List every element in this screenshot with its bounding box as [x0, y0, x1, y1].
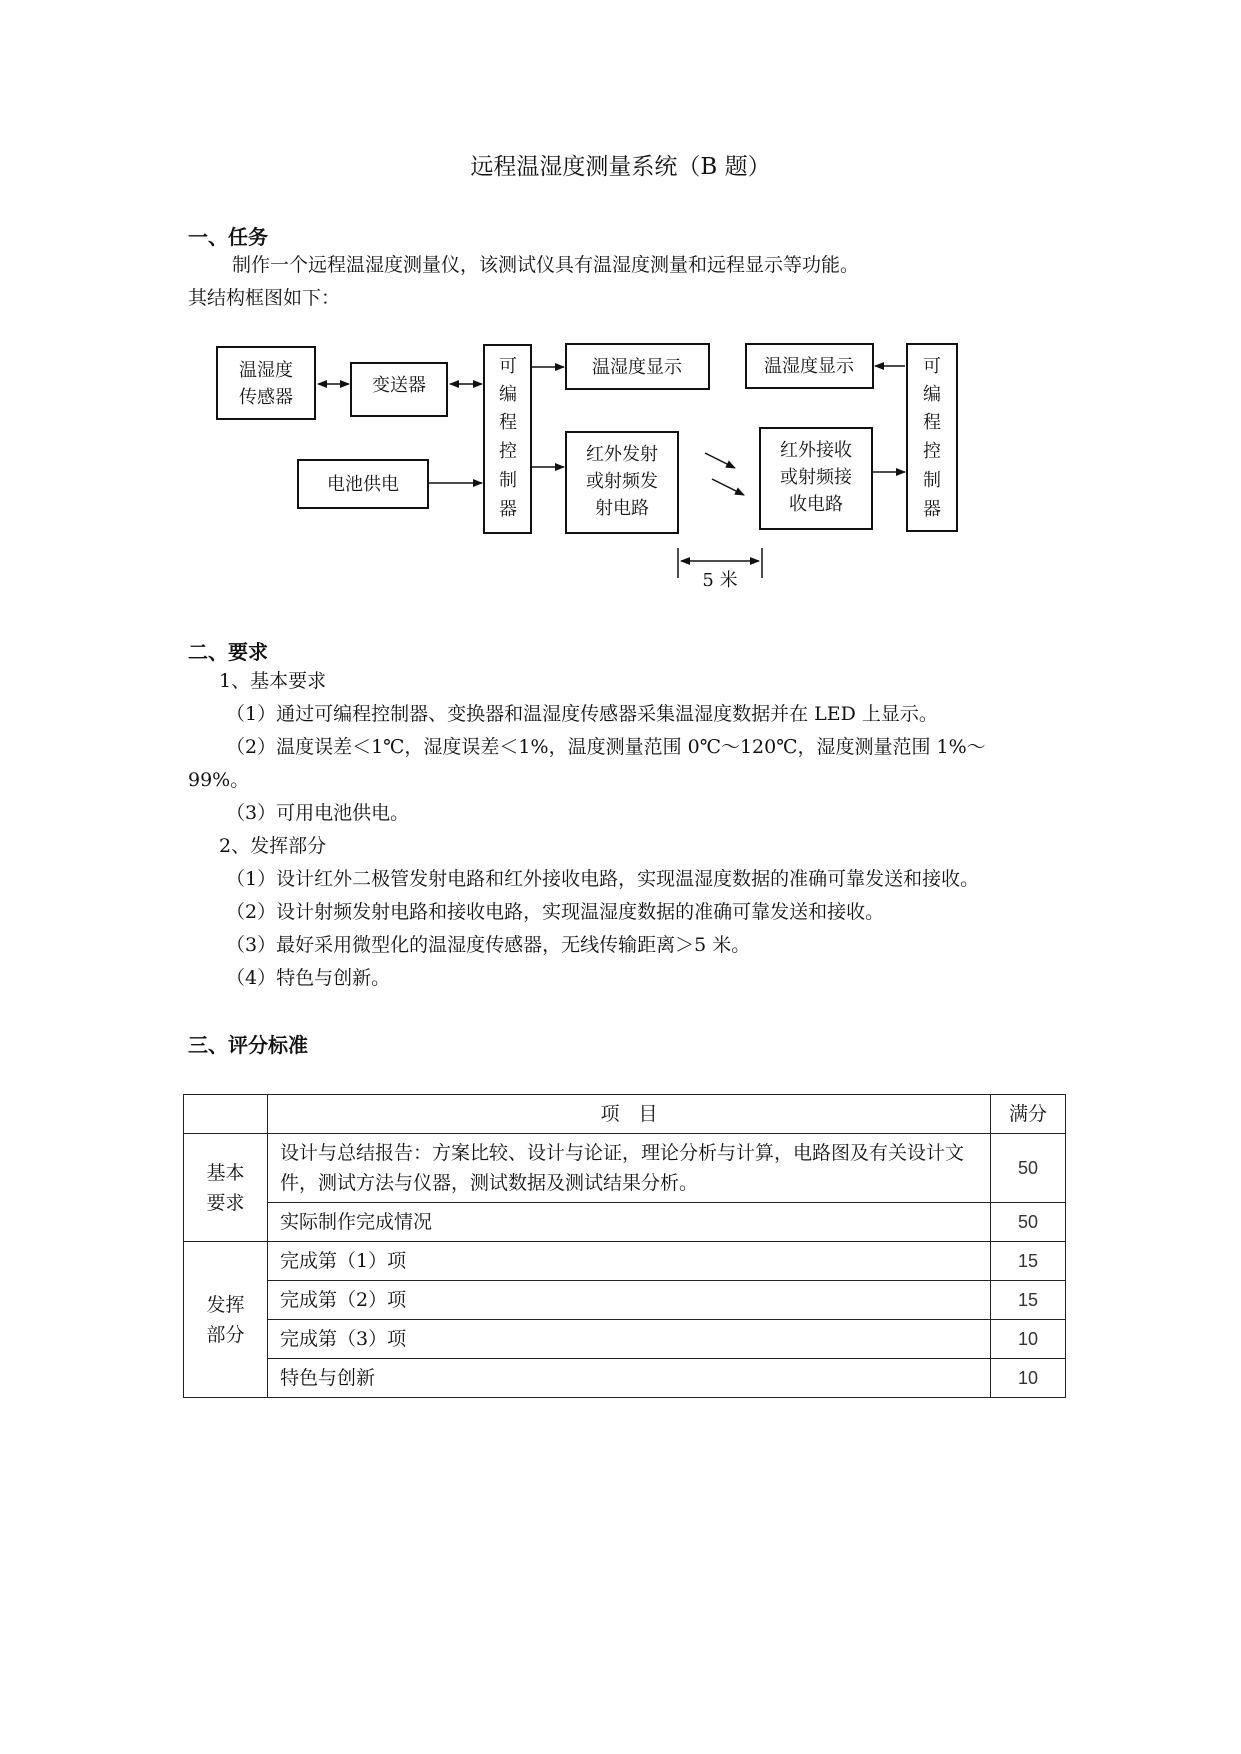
controller-left-char: 编 — [499, 384, 517, 405]
section-heading-task: 一、任务 — [188, 225, 268, 249]
extension-item: （2）设计射频发射电路和接收电路，实现温湿度数据的准确可靠发送和接收。 — [226, 901, 885, 923]
table-row — [184, 1242, 1066, 1281]
group-extension: 发挥 部分 — [184, 1242, 268, 1398]
controller-right-char: 程 — [923, 412, 941, 433]
controller-left-char: 控 — [499, 441, 517, 462]
sensor-label-1: 温湿度 — [239, 360, 293, 381]
basic-item: （1）通过可编程控制器、变换器和温湿度传感器采集温湿度数据并在 LED 上显示。 — [226, 703, 938, 725]
row-score: 15 — [991, 1281, 1066, 1320]
row-item: 完成第（1）项 — [268, 1242, 991, 1281]
row-item: 完成第（2）项 — [268, 1281, 991, 1320]
display-right-label: 温湿度显示 — [764, 356, 854, 377]
extension-title: 2、发挥部分 — [219, 835, 327, 857]
sensor-box — [217, 347, 315, 419]
controller-right-char: 控 — [923, 441, 941, 462]
battery-label: 电池供电 — [327, 474, 399, 495]
controller-right-char: 可 — [923, 356, 941, 377]
controller-right-char: 器 — [923, 499, 941, 520]
row-score: 15 — [991, 1242, 1066, 1281]
extension-item: （1）设计红外二极管发射电路和红外接收电路，实现温湿度数据的准确可靠发送和接收。 — [226, 868, 980, 890]
controller-right-char: 制 — [923, 470, 941, 491]
task-line-2: 其结构框图如下： — [188, 287, 341, 309]
display-left-label: 温湿度显示 — [592, 357, 682, 378]
row-item: 完成第（3）项 — [268, 1320, 991, 1359]
basic-item: （2）温度误差＜1℃，湿度误差＜1%，温度测量范围 0℃～120℃，湿度测量范围 1%～ — [226, 736, 986, 758]
section-heading-requirements: 二、要求 — [188, 640, 268, 664]
task-line-1: 制作一个远程温湿度测量仪，该测试仪具有温湿度测量和远程显示等功能。 — [232, 254, 860, 276]
row-score: 10 — [991, 1320, 1066, 1359]
block-diagram — [0, 0, 1241, 620]
controller-left-char: 器 — [499, 499, 517, 520]
rx-label-2: 或射频接 — [780, 467, 852, 488]
scoring-table — [183, 1094, 1066, 1398]
controller-left-char: 可 — [499, 356, 517, 377]
table-row — [184, 1203, 1066, 1242]
section-heading-scoring: 三、评分标准 — [188, 1033, 308, 1057]
table-header-blank — [184, 1095, 268, 1134]
table-header-row — [184, 1095, 1066, 1134]
basic-item-wrap: 99%。 — [188, 769, 250, 791]
table-header-score: 满分 — [991, 1095, 1066, 1134]
table-row — [184, 1134, 1066, 1203]
page-title: 远程温湿度测量系统（B 题） — [470, 154, 771, 180]
extension-item: （4）特色与创新。 — [226, 967, 391, 989]
rx-label-1: 红外接收 — [780, 440, 852, 461]
basic-requirements-title: 1、基本要求 — [219, 670, 327, 692]
row-item: 特色与创新 — [268, 1359, 991, 1398]
group-basic: 基本 要求 — [184, 1134, 268, 1242]
sensor-label-2: 传感器 — [239, 387, 293, 408]
tx-label-3: 射电路 — [595, 498, 649, 519]
extension-item: （3）最好采用微型化的温湿度传感器，无线传输距离＞5 米。 — [226, 934, 751, 956]
table-row — [184, 1320, 1066, 1359]
row-item: 设计与总结报告：方案比较、设计与论证，理论分析与计算，电路图及有关设计文件，测试方法与仪器，测试数据及测试结果分析。 — [268, 1134, 991, 1203]
table-row — [184, 1359, 1066, 1398]
transmitter-label: 变送器 — [372, 375, 426, 396]
table-row — [184, 1281, 1066, 1320]
row-item: 实际制作完成情况 — [268, 1203, 991, 1242]
row-score: 50 — [991, 1134, 1066, 1203]
controller-left-char: 程 — [499, 412, 517, 433]
tx-label-1: 红外发射 — [586, 444, 658, 465]
table-header-item: 项 目 — [268, 1095, 991, 1134]
controller-left-char: 制 — [499, 470, 517, 491]
rx-label-3: 收电路 — [789, 494, 843, 515]
tx-label-2: 或射频发 — [586, 471, 658, 492]
basic-item: （3）可用电池供电。 — [226, 802, 410, 824]
row-score: 50 — [991, 1203, 1066, 1242]
distance-label: 5 米 — [702, 570, 738, 591]
wireless-arrow-1 — [705, 453, 735, 468]
controller-right-char: 编 — [923, 384, 941, 405]
wireless-arrow-2 — [712, 479, 744, 495]
row-score: 10 — [991, 1359, 1066, 1398]
